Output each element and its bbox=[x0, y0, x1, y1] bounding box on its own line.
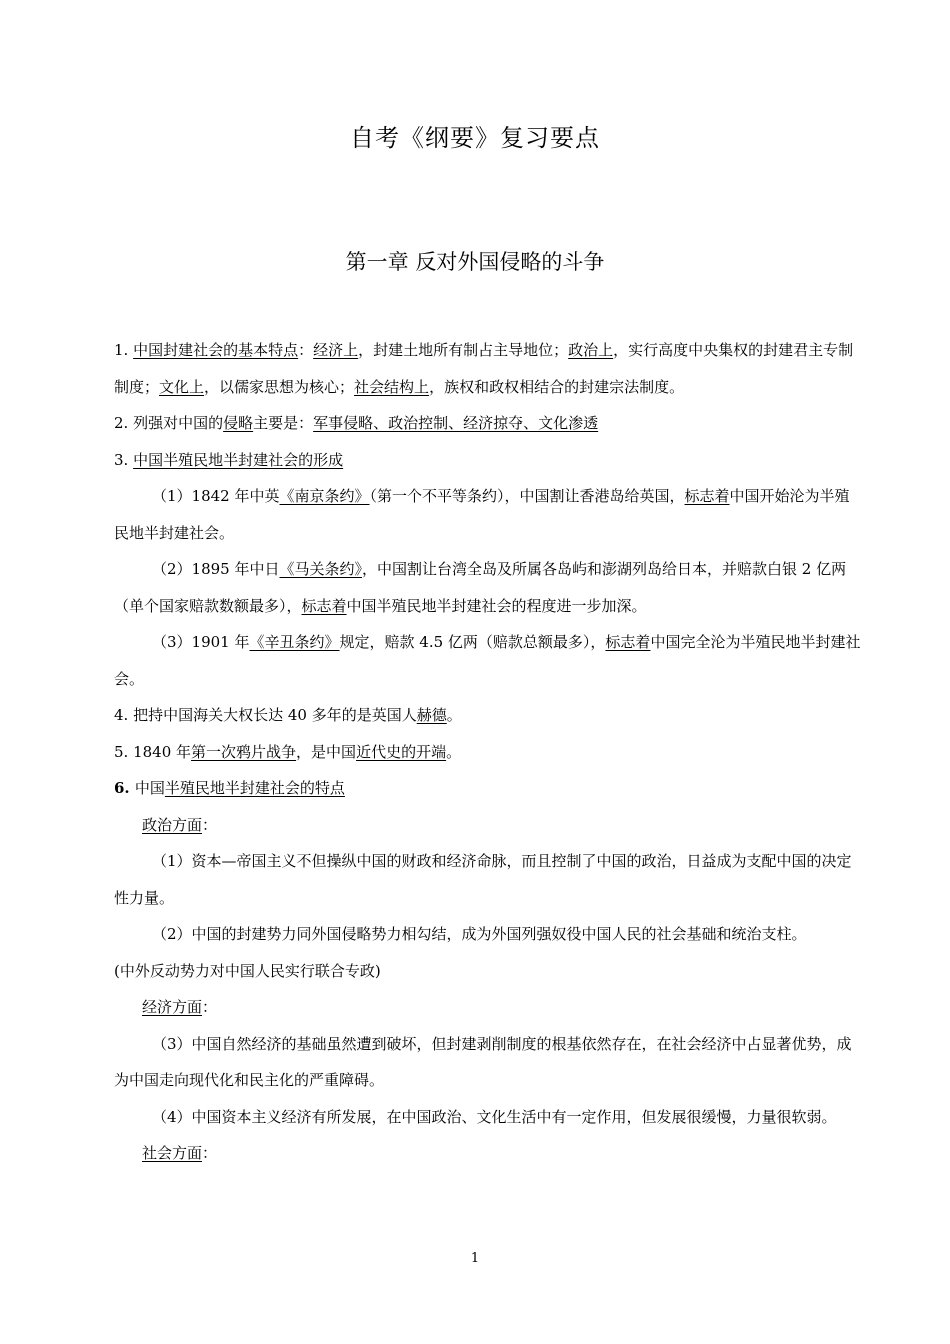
point-3-3: （3）1901 年《辛丑条约》规定，赔款 4.5 亿两（赔款总额最多），标志着中国完全沦为半殖民地半封建社会。 bbox=[114, 633, 861, 688]
point-3-2: （2）1895 年中日《马关条约》，中国割让台湾全岛及所属各岛屿和澎湖列岛给日本，并赔款白银 2 亿两（单个国家赔款数额最多），标志着中国半殖民地半封建社会的程度进一步加深。 bbox=[114, 560, 847, 615]
underlined-term: 标志着 bbox=[684, 487, 730, 505]
feature-2: （2）中国的封建势力同外国侵略势力相勾结，成为外国列强奴役中国人民的社会基础和统治支柱。 bbox=[152, 925, 807, 943]
underlined-term: 《辛丑条约》 bbox=[249, 633, 340, 651]
society-heading: 社会方面： bbox=[142, 1144, 218, 1162]
underlined-term: 中国封建社会的基本特点 bbox=[133, 341, 299, 359]
underlined-term: 半殖民地半封建社会的特点 bbox=[164, 779, 345, 797]
underlined-term: 经济上 bbox=[313, 341, 359, 359]
feature-2-note: (中外反动势力对中国人民实行联合专政) bbox=[114, 961, 381, 980]
document-title: 自考《纲要》复习要点 bbox=[350, 124, 600, 152]
point-6: 6. 中国半殖民地半封建社会的特点 bbox=[114, 779, 345, 797]
politics-heading: 政治方面： bbox=[142, 815, 218, 834]
feature-1: （1）资本—帝国主义不但操纵中国的财政和经济命脉，而且控制了中国的政治，日益成为支配中国的决定性力量。 bbox=[114, 852, 852, 907]
document-body bbox=[114, 332, 862, 1172]
underlined-term: 赫德 bbox=[416, 706, 447, 724]
underlined-term: 文化上 bbox=[159, 377, 205, 396]
underlined-term: 军事侵略、政治控制、经济掠夺、文化渗透 bbox=[313, 414, 599, 432]
feature-4: （4）中国资本主义经济有所发展，在中国政治、文化生活中有一定作用，但发展很缓慢，力量很软弱。 bbox=[152, 1107, 837, 1126]
underlined-term: 经济方面 bbox=[142, 998, 203, 1016]
feature-3: （3）中国自然经济的基础虽然遭到破坏，但封建剥削制度的根基依然存在，在社会经济中占显著优势，成为中国走向现代化和民主化的严重障碍。 bbox=[114, 1034, 852, 1089]
point-3: 3. 中国半殖民地半封建社会的形成 bbox=[114, 450, 344, 469]
underlined-term: 侵略 bbox=[223, 414, 254, 432]
underlined-term: 标志着 bbox=[301, 596, 347, 615]
underlined-term: 第一次鸦片战争 bbox=[191, 742, 297, 761]
chapter-heading: 第一章 反对外国侵略的斗争 bbox=[345, 250, 605, 274]
underlined-term: 《马关条约》 bbox=[279, 560, 363, 578]
underlined-term: 社会方面 bbox=[142, 1144, 203, 1162]
underlined-term: 近代史的开端 bbox=[356, 742, 447, 761]
economy-heading: 经济方面： bbox=[142, 998, 218, 1016]
point-5: 5. 1840 年第一次鸦片战争，是中国近代史的开端。 bbox=[114, 742, 462, 761]
point-4: 4. 把持中国海关大权长达 40 多年的是英国人赫德。 bbox=[114, 706, 462, 724]
page-number: 1 bbox=[470, 1251, 480, 1266]
point-3-1: （1）1842 年中英《南京条约》（第一个不平等条约），中国割让香港岛给英国，标志着中国开始沦为半殖民地半封建社会。 bbox=[114, 487, 850, 542]
underlined-term: 中国半殖民地半封建社会的形成 bbox=[133, 450, 344, 469]
underlined-term: 社会结构上 bbox=[354, 377, 430, 396]
point-1: 1. 中国封建社会的基本特点：经济上，封建土地所有制占主导地位；政治上，实行高度中央集权的封建君主专制制度；文化上，以儒家思想为核心；社会结构上，族权和政权相结合的封建宗法制度。 bbox=[114, 341, 854, 396]
underlined-term: 标志着 bbox=[605, 633, 651, 651]
underlined-term: 政治上 bbox=[568, 341, 614, 359]
underlined-term: 政治方面 bbox=[142, 815, 203, 834]
point-2: 2. 列强对中国的侵略主要是：军事侵略、政治控制、经济掠夺、文化渗透 bbox=[114, 414, 599, 432]
underlined-term: 《南京条约》 bbox=[279, 487, 370, 505]
